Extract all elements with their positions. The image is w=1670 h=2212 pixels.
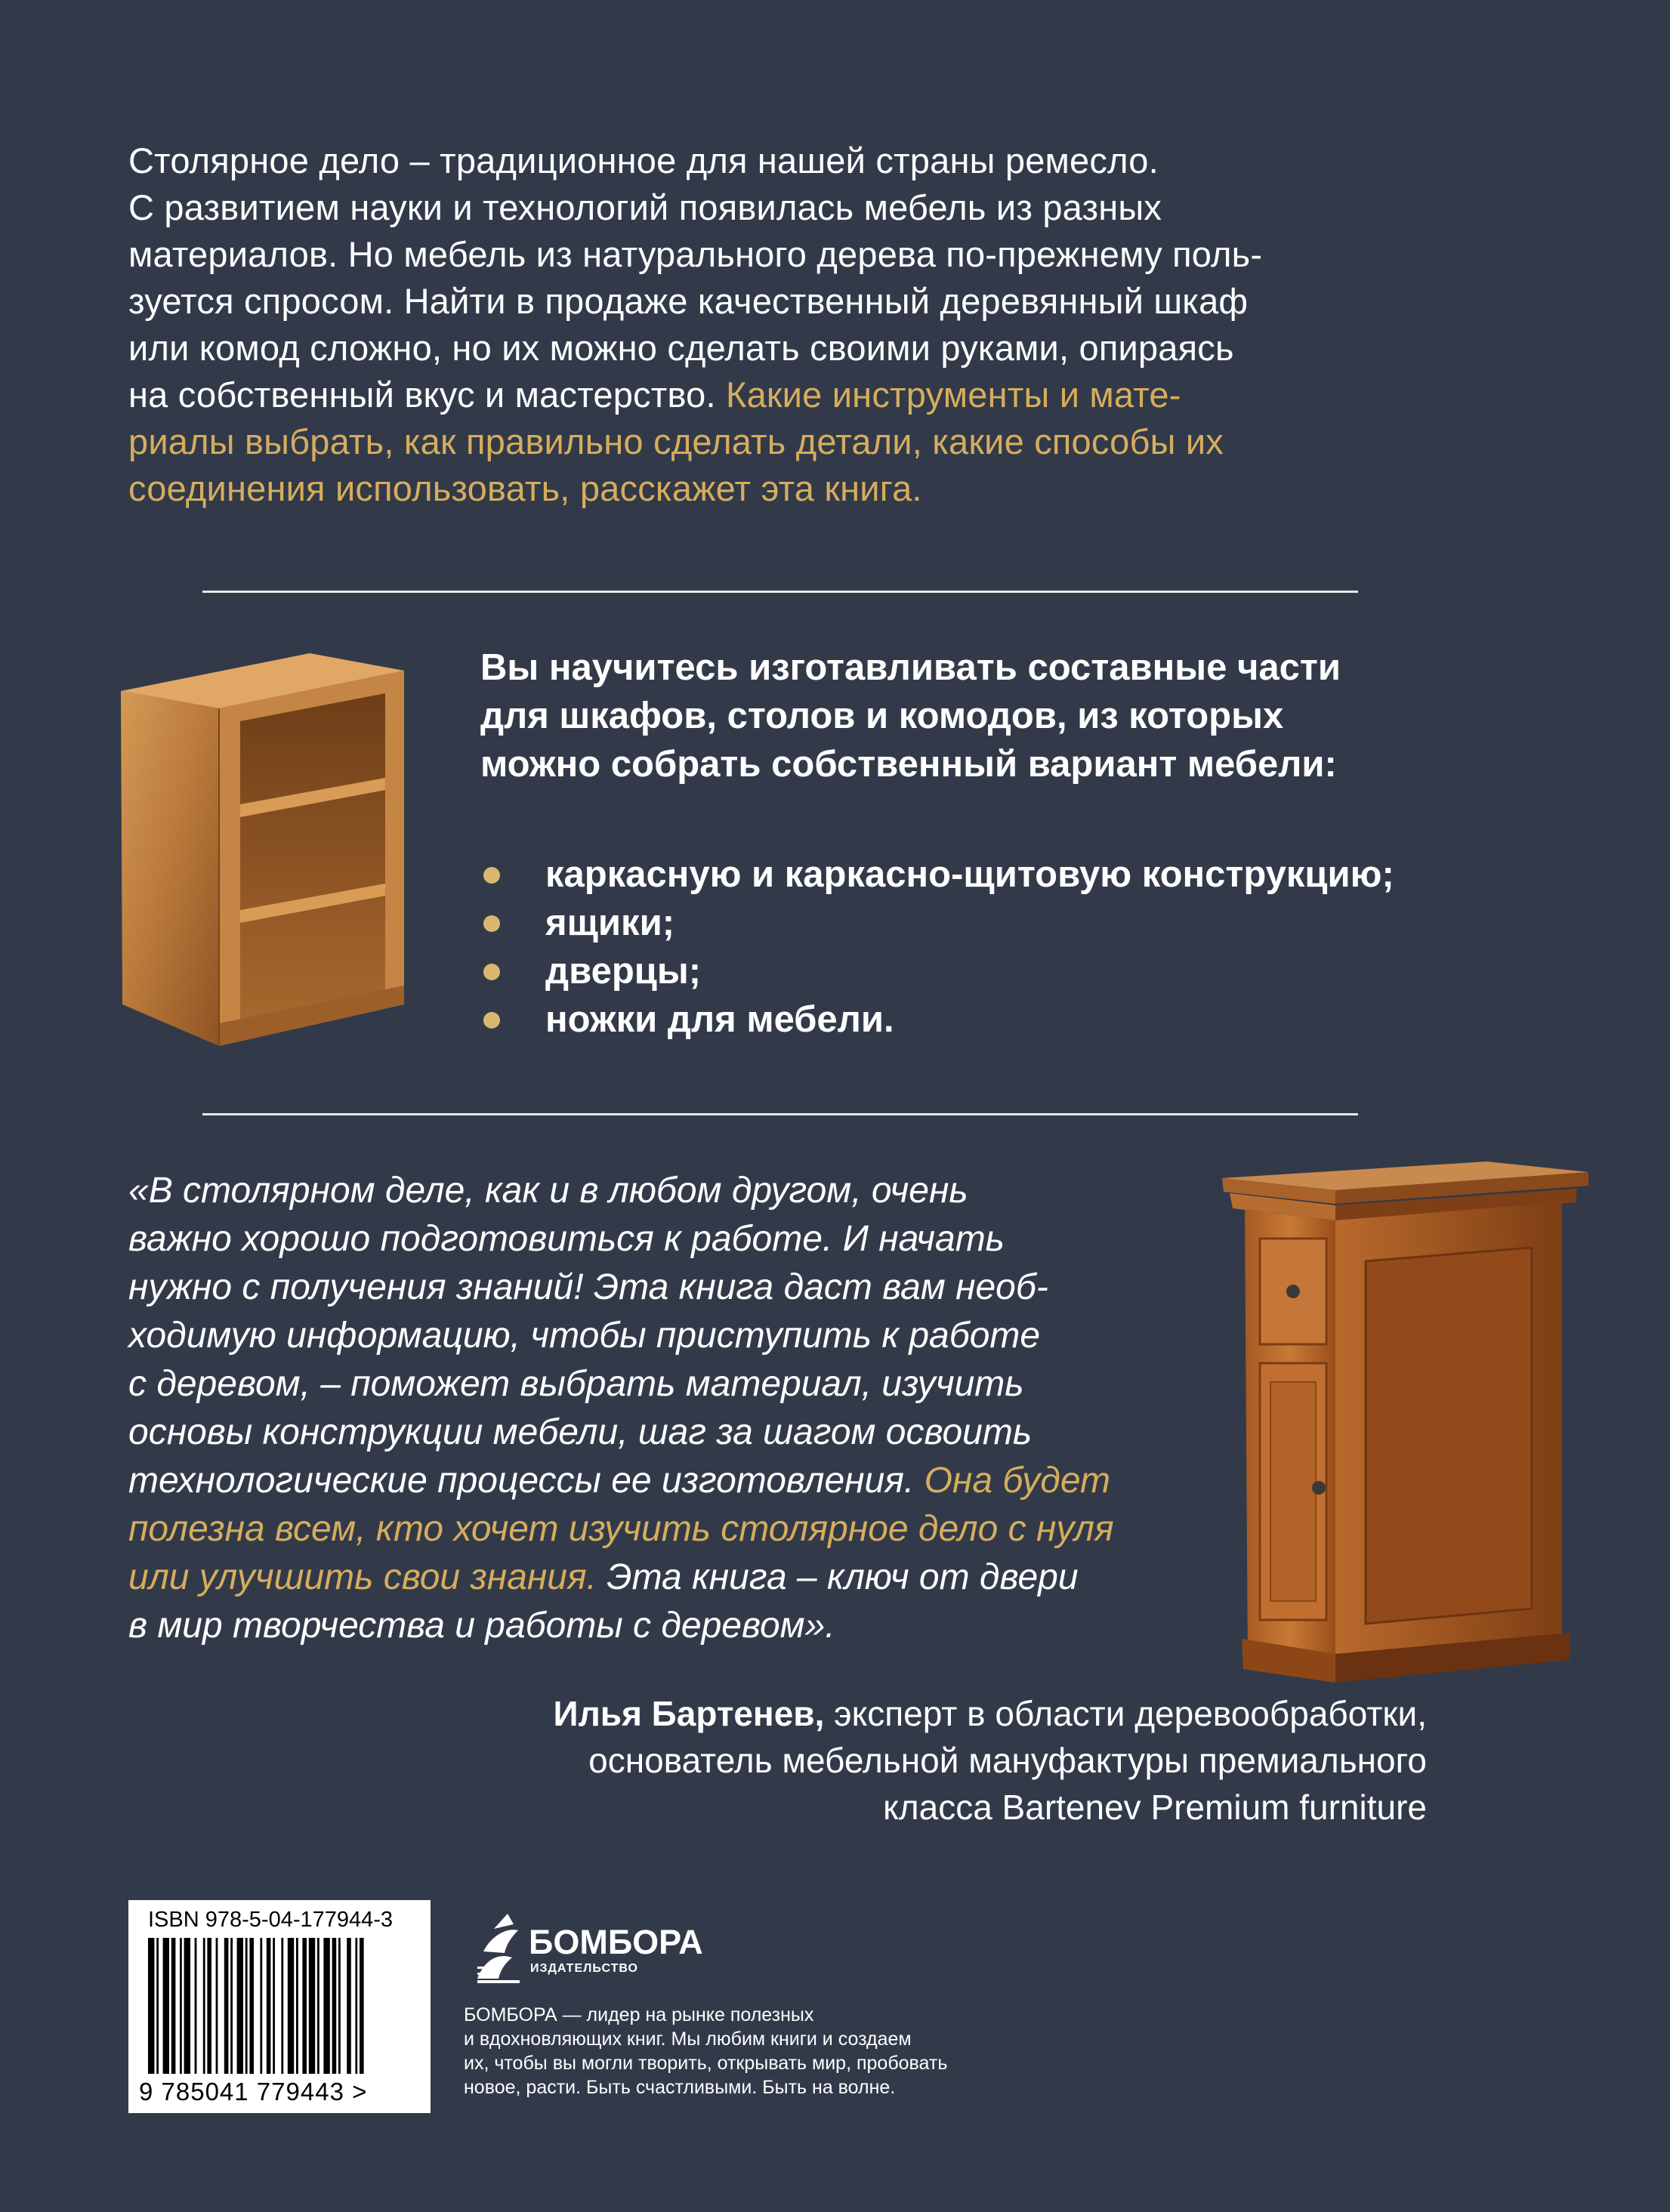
isbn-number: ISBN 978-5-04-177944-3 bbox=[148, 1908, 394, 1932]
intro-line: зуется спросом. Найти в продаже качественный деревянный шкаф bbox=[128, 281, 1249, 321]
barcode-bar bbox=[296, 1938, 298, 2074]
intro-line: С развитием науки и технологий появилась мебель из разных bbox=[128, 187, 1162, 227]
publisher-description bbox=[464, 2003, 992, 2099]
intro-paragraph bbox=[128, 137, 1548, 512]
barcode-bar bbox=[323, 1938, 329, 2074]
isbn-barcode bbox=[128, 1900, 431, 2113]
intro-line-text: на собственный вкус и мастерство. bbox=[128, 375, 726, 415]
intro-accent-line: риалы выбрать, как правильно сделать детали, какие способы их bbox=[128, 421, 1224, 461]
publisher-desc-line: новое, расти. Быть счастливыми. Быть на волне. bbox=[464, 2077, 896, 2098]
publisher-desc-line: и вдохновляющих книг. Мы любим книги и создаем bbox=[464, 2028, 912, 2050]
quote-accent-text: Она будет bbox=[924, 1461, 1110, 1501]
barcode-bar bbox=[355, 1938, 357, 2074]
quote-line: основы конструкции мебели, шаг за шагом освоить bbox=[128, 1412, 1033, 1452]
list-item-text: каркасную и каркасно-щитовую конструкцию; bbox=[545, 854, 1394, 895]
learn-line: для шкафов, столов и комодов, из которых bbox=[480, 696, 1284, 736]
author-line: основатель мебельной мануфактуры премиального bbox=[588, 1741, 1427, 1780]
bullet-dot-icon bbox=[483, 915, 500, 932]
barcode-bar bbox=[163, 1938, 169, 2074]
publisher-desc-line: БОМБОРА — лидер на рынке полезных bbox=[464, 2004, 814, 2025]
bookshelf-illustration bbox=[113, 649, 412, 1050]
publisher-desc-line: их, чтобы вы могли творить, открывать мир, пробовать bbox=[464, 2053, 948, 2074]
author-line bbox=[294, 1690, 1427, 1737]
barcode-bar bbox=[245, 1938, 248, 2074]
quote-line: нужно с получения знаний! Эта книга даст вам необ- bbox=[128, 1267, 1048, 1307]
barcode-bars bbox=[148, 1938, 412, 2074]
list-item bbox=[480, 995, 1508, 1044]
barcode-bar bbox=[317, 1938, 319, 2074]
barcode-bar bbox=[302, 1938, 307, 2074]
expert-quote bbox=[128, 1167, 1216, 1650]
bullet-dot-icon bbox=[483, 1012, 500, 1029]
author-attribution bbox=[294, 1690, 1427, 1831]
barcode-bar bbox=[347, 1938, 351, 2074]
barcode-bar bbox=[195, 1938, 197, 2074]
barcode-bar bbox=[288, 1938, 294, 2074]
barcode-bar bbox=[273, 1938, 275, 2074]
learn-line: Вы научитесь изготавливать составные части bbox=[480, 647, 1341, 688]
barcode-bar bbox=[360, 1938, 364, 2074]
barcode-bar bbox=[332, 1938, 337, 2074]
quote-line bbox=[128, 1457, 1216, 1505]
list-item-text: ящики; bbox=[545, 902, 675, 943]
quote-line-text: Эта книга – ключ от двери bbox=[596, 1557, 1079, 1597]
barcode-bar bbox=[338, 1938, 341, 2074]
intro-line: Столярное дело – традиционное для нашей страны ремесло. bbox=[128, 140, 1159, 180]
barcode-bar bbox=[224, 1938, 229, 2074]
list-item bbox=[480, 850, 1508, 899]
intro-accent-text: Какие инструменты и мате- bbox=[725, 375, 1181, 415]
barcode-bar bbox=[156, 1938, 159, 2074]
list-item bbox=[480, 899, 1508, 947]
learn-heading bbox=[480, 643, 1508, 788]
divider-top bbox=[202, 591, 1358, 593]
barcode-bar bbox=[148, 1938, 154, 2074]
barcode-bar bbox=[249, 1938, 254, 2074]
barcode-bar bbox=[184, 1938, 190, 2074]
barcode-bar bbox=[230, 1938, 233, 2074]
publisher-subtitle: ИЗДАТЕЛЬСТВО bbox=[530, 1962, 638, 1975]
barcode-bar bbox=[203, 1938, 205, 2074]
quote-line bbox=[128, 1553, 1216, 1602]
quote-line: «В столярном деле, как и в любом другом, очень bbox=[128, 1171, 968, 1211]
author-role: эксперт в области деревообработки, bbox=[824, 1694, 1427, 1733]
intro-line bbox=[128, 372, 1548, 418]
list-item-text: дверцы; bbox=[545, 951, 702, 992]
author-line: класса Bartenev Premium furniture bbox=[883, 1788, 1427, 1827]
quote-accent-text: или улучшить свои знания. bbox=[128, 1557, 597, 1597]
barcode-bar bbox=[237, 1938, 243, 2074]
intro-line: или комод сложно, но их можно сделать своими руками, опираясь bbox=[128, 328, 1234, 368]
list-item-text: ножки для мебели. bbox=[545, 999, 894, 1040]
intro-accent-line: соединения использовать, расскажет эта книга. bbox=[128, 468, 922, 508]
barcode-bar bbox=[207, 1938, 211, 2074]
quote-line: с деревом, – поможет выбрать материал, изучить bbox=[128, 1364, 1024, 1404]
bullet-dot-icon bbox=[483, 964, 500, 980]
nightstand-illustration bbox=[1215, 1155, 1592, 1684]
quote-accent-line: полезна всем, кто хочет изучить столярное дело с нуля bbox=[128, 1509, 1114, 1549]
barcode-bar bbox=[260, 1938, 262, 2074]
divider-bottom bbox=[202, 1113, 1358, 1115]
barcode-bar bbox=[309, 1938, 315, 2074]
quote-line: важно хорошо подготовиться к работе. И начать bbox=[128, 1219, 1005, 1259]
barcode-bar bbox=[267, 1938, 271, 2074]
barcode-bar bbox=[216, 1938, 218, 2074]
barcode-bar bbox=[281, 1938, 283, 2074]
intro-line: материалов. Но мебель из натурального дерева по-прежнему поль- bbox=[128, 234, 1263, 274]
quote-line: в мир творчества и работы с деревом». bbox=[128, 1606, 835, 1646]
barcode-digits: 9 785041 779443 > bbox=[139, 2078, 368, 2106]
barcode-bar bbox=[180, 1938, 182, 2074]
publisher-name: БОМБОРА bbox=[529, 1923, 703, 1961]
list-item bbox=[480, 947, 1508, 995]
bullet-dot-icon bbox=[483, 867, 500, 884]
learn-line: можно собрать собственный вариант мебели: bbox=[480, 744, 1337, 785]
learn-bullet-list bbox=[480, 850, 1508, 1044]
barcode-bar bbox=[171, 1938, 176, 2074]
quote-line: ходимую информацию, чтобы приступить к работе bbox=[128, 1316, 1041, 1356]
quote-line-text: технологические процессы ее изготовления. bbox=[128, 1461, 925, 1501]
author-name: Илья Бартенев, bbox=[553, 1694, 825, 1733]
